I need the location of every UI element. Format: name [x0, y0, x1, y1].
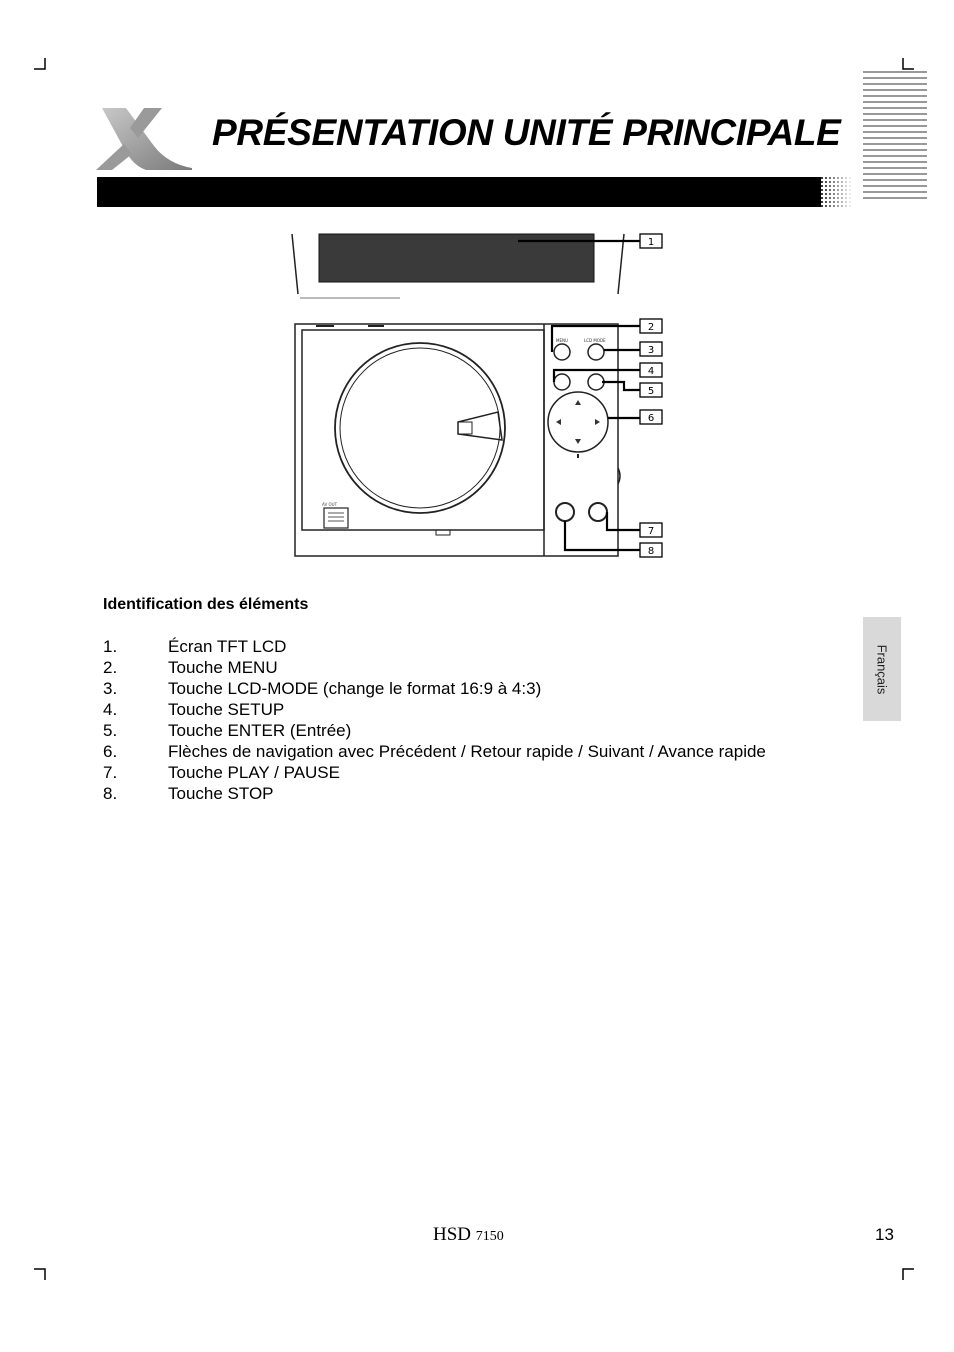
- section-heading: Identification des éléments: [103, 596, 309, 613]
- portable-dvd-player-top-view-icon: [292, 234, 624, 556]
- element-list: [103, 636, 766, 804]
- callout-label: 4: [647, 366, 655, 377]
- decorative-side-lines: [863, 70, 927, 202]
- xoro-x-logo-icon: [96, 106, 192, 172]
- item-text: Flèches de navigation avec Précédent / Retour rapide / Suivant / Avance rapide: [168, 742, 766, 761]
- callout-label: 6: [647, 413, 655, 424]
- list-item: [103, 699, 766, 720]
- item-text: Touche STOP: [168, 784, 274, 803]
- item-number: 2.: [103, 658, 118, 677]
- callout-label: 1: [647, 237, 655, 248]
- item-number: 1.: [103, 637, 118, 656]
- item-number: 3.: [103, 679, 118, 698]
- item-number: 7.: [103, 763, 118, 782]
- list-item: [103, 636, 766, 657]
- item-number: 8.: [103, 784, 118, 803]
- crop-mark-top-left: [34, 58, 46, 70]
- page-title: PRÉSENTATION UNITÉ PRINCIPALE: [212, 112, 841, 153]
- item-text: Touche PLAY / PAUSE: [168, 763, 340, 782]
- item-text: Touche SETUP: [168, 700, 285, 719]
- item-number: 4.: [103, 700, 118, 719]
- item-number: 6.: [103, 742, 118, 761]
- list-item: [103, 678, 766, 699]
- item-text: Écran TFT LCD: [168, 637, 287, 656]
- list-item: [103, 720, 766, 741]
- crop-mark-top-right: [902, 58, 914, 70]
- callout-label: 2: [647, 322, 655, 333]
- item-text: Touche LCD-MODE (change le format 16:9 à 4:3): [168, 679, 542, 698]
- language-label: Français: [874, 644, 890, 694]
- language-tab: [863, 617, 901, 721]
- crop-mark-bottom-right: [902, 1268, 914, 1280]
- item-text: Touche ENTER (Entrée): [168, 721, 352, 740]
- svg-text:LCD MODE: LCD MODE: [584, 338, 606, 343]
- page-number: 13: [875, 1225, 894, 1244]
- callout-label: 3: [647, 345, 655, 356]
- list-item: [103, 741, 766, 762]
- list-item: [103, 657, 766, 678]
- crop-mark-bottom-left: [34, 1268, 46, 1280]
- title-underline-bar: [97, 177, 853, 207]
- item-number: 5.: [103, 721, 118, 740]
- list-item: [103, 762, 766, 783]
- callout-label: 8: [647, 546, 655, 557]
- model-number: 7150: [475, 1229, 504, 1244]
- svg-text:MENU: MENU: [556, 338, 568, 343]
- device-diagram: [288, 232, 668, 566]
- model-name: [433, 1224, 504, 1246]
- callout-label: 7: [647, 526, 655, 537]
- list-item: [103, 783, 766, 804]
- callout-leader-lines: [518, 241, 640, 550]
- model-prefix: HSD: [433, 1224, 472, 1245]
- callout-label: 5: [647, 386, 655, 397]
- item-text: Touche MENU: [168, 658, 278, 677]
- svg-text:AV OUT: AV OUT: [322, 502, 338, 507]
